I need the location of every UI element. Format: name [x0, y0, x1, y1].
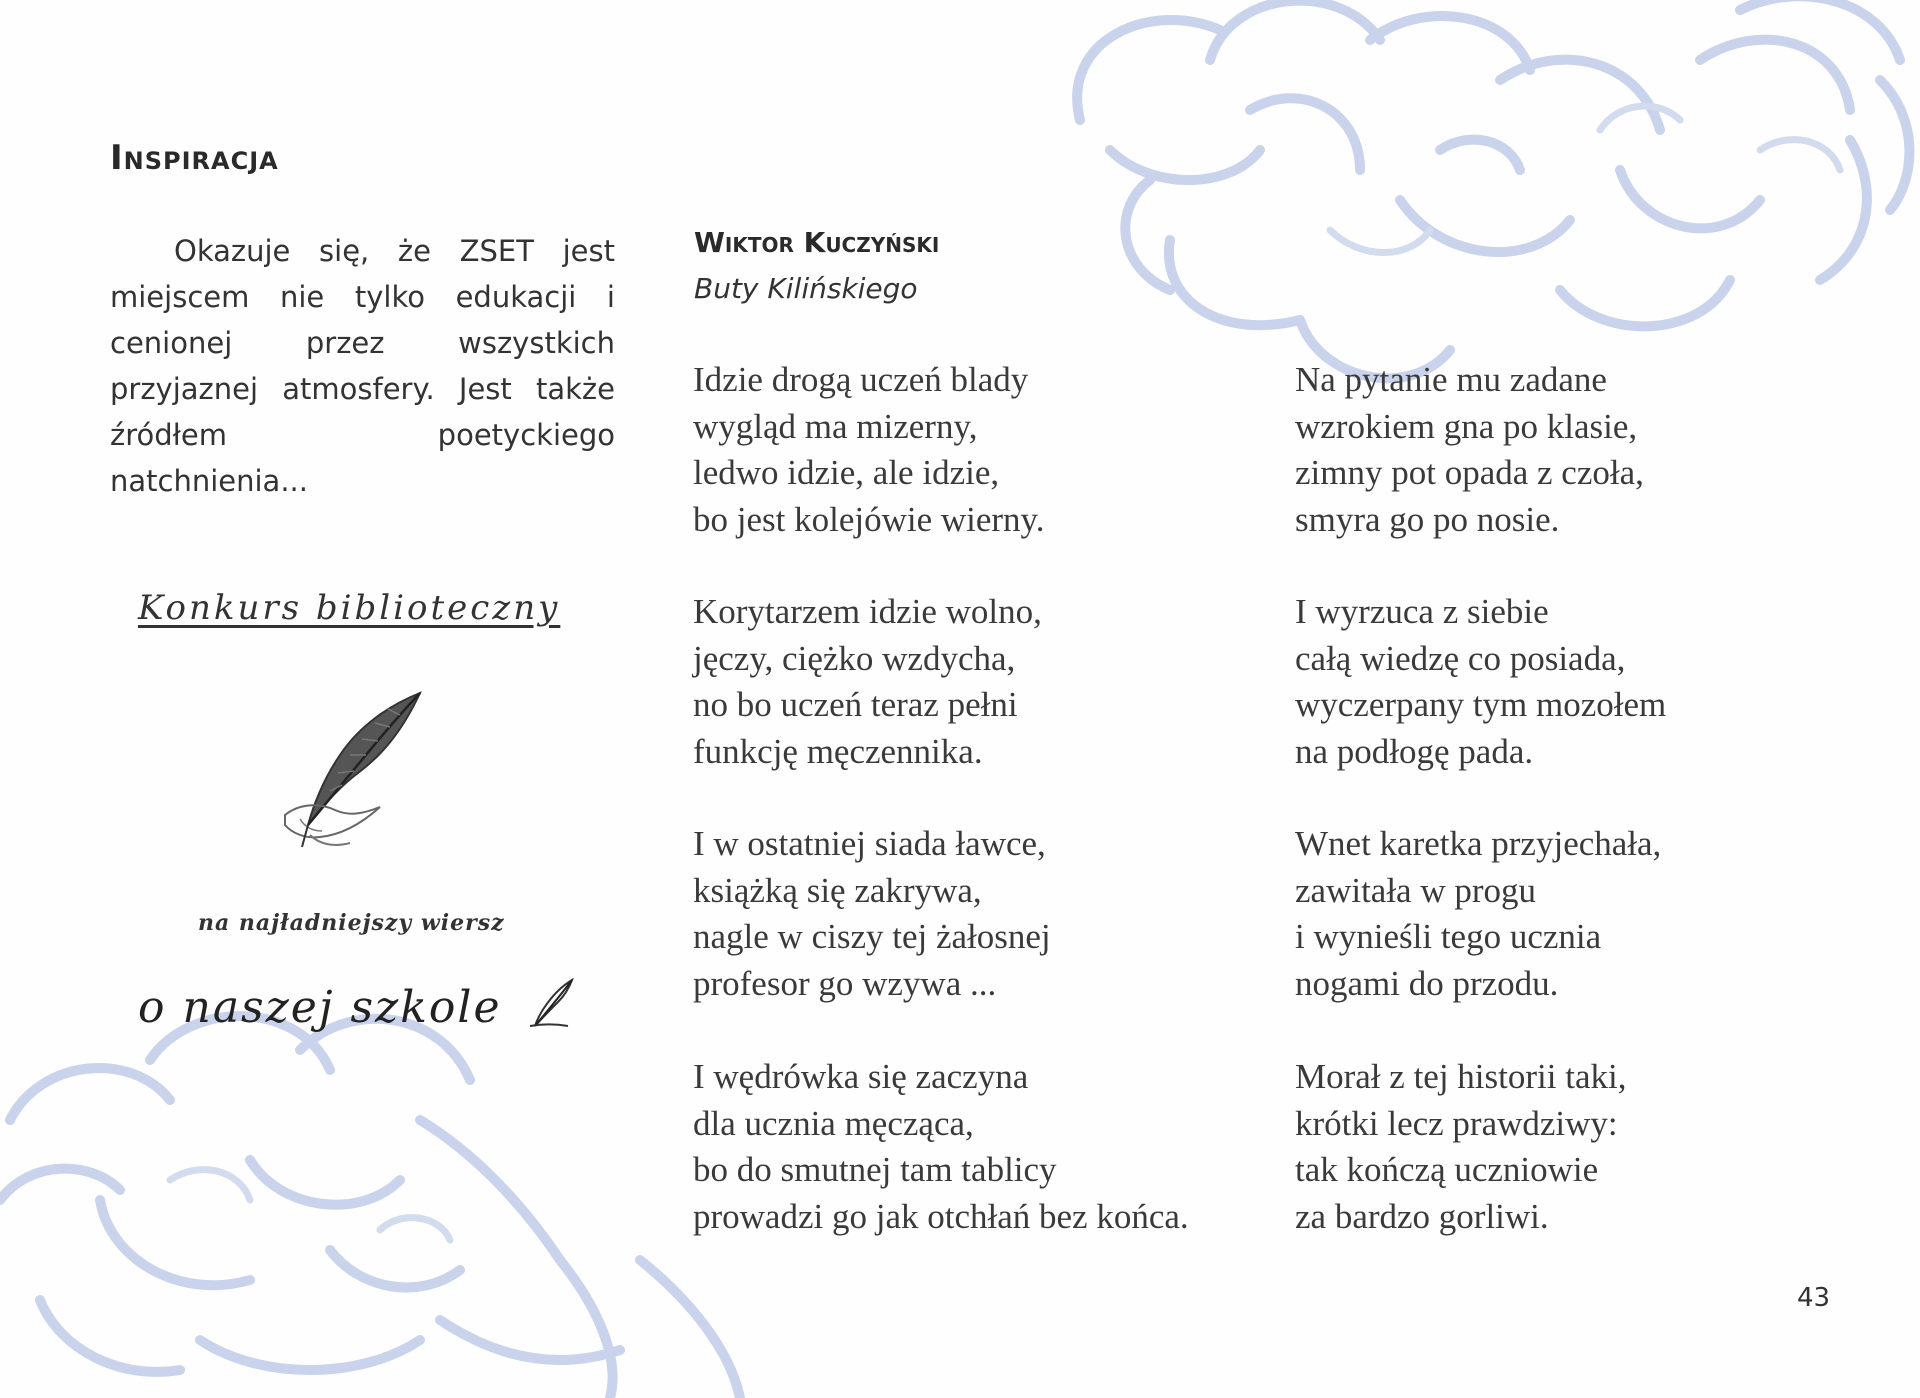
- contest-subtitle: na najładniejszy wiersz: [198, 910, 505, 936]
- poem-line: nogami do przodu.: [1295, 963, 1559, 1003]
- poem-line: całą wiedzę co posiada,: [1295, 638, 1626, 678]
- poem-line: krótki lecz prawdziwy:: [1295, 1103, 1618, 1143]
- poem-line: bo jest kolejówie wierny.: [693, 499, 1045, 539]
- poem-line: prowadzi go jak otchłań bez końca.: [693, 1196, 1189, 1236]
- contest-title: Konkurs biblioteczny: [138, 588, 561, 628]
- stanza: [1295, 589, 1666, 775]
- poem-line: wygląd ma mizerny,: [693, 406, 978, 446]
- poem-line: bo do smutnej tam tablicy: [693, 1150, 1057, 1189]
- section-heading: Inspiracja: [110, 138, 279, 178]
- stanza: [1295, 1054, 1626, 1240]
- stanza: [693, 821, 1051, 1007]
- poem-title: Buty Kilińskiego: [694, 272, 918, 305]
- poem-line: dla ucznia męcząca,: [693, 1103, 974, 1143]
- poem-line: smyra go po nosie.: [1295, 499, 1560, 539]
- poem-author: Wiktor Kuczyński: [694, 226, 940, 259]
- stanza: [693, 589, 1042, 775]
- poem-line: wzrokiem gna po klasie,: [1295, 406, 1638, 446]
- poem-line: wyczerpany tym mozołem: [1295, 685, 1667, 724]
- poem-line: na podłogę pada.: [1295, 731, 1534, 771]
- poem-line: Na pytanie mu zadane: [1295, 360, 1607, 399]
- poem-line: książką się zakrywa,: [693, 870, 982, 910]
- small-quill-icon: [528, 978, 574, 1028]
- poem-line: Morał z tej historii taki,: [1295, 1057, 1627, 1096]
- poem-line: zawitała w progu: [1295, 870, 1537, 910]
- quill-icon: [280, 685, 430, 855]
- intro-paragraph: Okazuje się, że ZSET jest miejscem nie tylko edukacji i cenionej przez wszystkich przyjaznej atmosfery. Jest także źródłem poetyckiego natchnienia...: [110, 234, 615, 498]
- poem-line: za bardzo gorliwi.: [1295, 1196, 1549, 1236]
- poem-line: i wynieśli tego ucznia: [1295, 917, 1602, 956]
- poem-line: Idzie drogą uczeń blady: [693, 360, 1029, 399]
- poem-line: Korytarzem idzie wolno,: [693, 592, 1042, 631]
- poem-line: Wnet karetka przyjechała,: [1295, 824, 1662, 863]
- poem-line: profesor go wzywa ...: [693, 963, 997, 1003]
- poem-line: I wędrówka się zaczyna: [693, 1057, 1029, 1096]
- poem-line: tak kończą uczniowie: [1295, 1150, 1599, 1189]
- page-number: 43: [1797, 1283, 1831, 1313]
- stanza: [1295, 357, 1644, 543]
- contest-topic: [138, 978, 574, 1033]
- stanza: [693, 357, 1045, 543]
- poem-line: ledwo idzie, ale idzie,: [693, 453, 1000, 492]
- stanza: [693, 1054, 1189, 1240]
- poem-line: jęczy, ciężko wzdycha,: [693, 638, 1016, 678]
- poem-line: I w ostatniej siada ławce,: [693, 824, 1046, 863]
- poem-line: nagle w ciszy tej żałosnej: [693, 917, 1051, 956]
- poem-line: funkcję męczennika.: [693, 731, 983, 771]
- poem-line: zimny pot opada z czoła,: [1295, 453, 1644, 492]
- contest-topic-text: o naszej szkole: [138, 982, 502, 1033]
- stanza: [1295, 821, 1661, 1007]
- poem-line: I wyrzuca z siebie: [1295, 592, 1549, 631]
- poem-line: no bo uczeń teraz pełni: [693, 685, 1018, 724]
